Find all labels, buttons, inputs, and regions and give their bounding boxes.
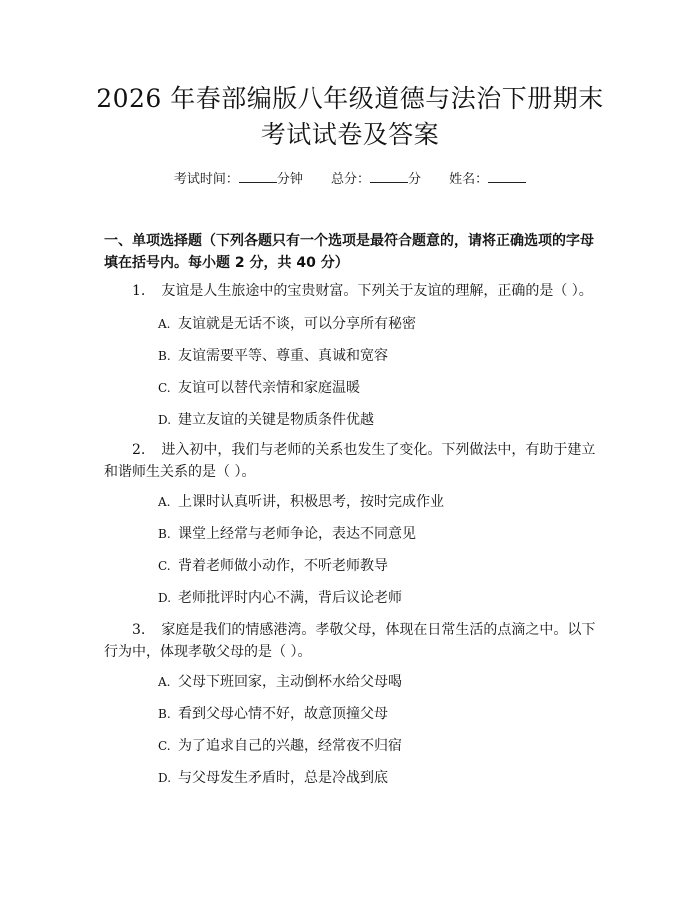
question-1-option-a (158, 314, 416, 334)
question-1 (104, 280, 600, 302)
option-text: 上课时认真听讲，积极思考，按时完成作业 (178, 494, 444, 510)
option-text: 友谊需要平等、尊重、真诚和宽容 (178, 348, 388, 364)
option-text: 看到父母心情不好，故意顶撞父母 (178, 706, 388, 722)
exam-time-label: 考试时间： (173, 172, 239, 187)
student-name-label: 姓名： (449, 172, 489, 187)
total-score-unit: 分 (408, 172, 422, 187)
exam-time-unit: 分钟 (276, 172, 303, 187)
section-heading: 一、单项选择题（下列各题只有一个选项是最符合题意的，请将正确选项的字母填在括号内。每小题 2 分，共 40 分） (104, 233, 594, 271)
option-text: 友谊就是无话不谈，可以分享所有秘密 (178, 316, 416, 332)
option-letter: D. (158, 771, 172, 785)
option-letter: B. (158, 707, 171, 721)
total-score-field (331, 170, 421, 189)
question-3 (104, 619, 600, 663)
option-text: 背着老师做小动作，不听老师教导 (178, 558, 388, 574)
option-letter: D. (158, 591, 172, 605)
option-text: 老师批评时内心不满，背后议论老师 (178, 590, 402, 606)
student-name-blank (488, 170, 526, 183)
exam-time-field (174, 170, 303, 189)
option-text: 建立友谊的关键是物质条件优越 (178, 412, 374, 428)
exam-title-line-2: 考试试卷及答案 (260, 120, 440, 149)
option-text: 友谊可以替代亲情和家庭温暖 (178, 380, 360, 396)
question-stem: 进入初中，我们与老师的关系也发生了变化。下列做法中，有助于建立和谐师生关系的是（ ）。 (104, 442, 596, 480)
student-name-field (449, 170, 526, 189)
question-1-option-c (158, 378, 360, 398)
option-letter: A. (158, 495, 171, 509)
question-number: 1. (132, 283, 146, 299)
question-2-option-a (158, 492, 444, 512)
exam-meta (0, 170, 700, 189)
question-3-option-c (158, 736, 402, 756)
option-letter: A. (158, 675, 171, 689)
option-letter: B. (158, 349, 171, 363)
option-letter: C. (158, 381, 171, 395)
option-letter: C. (158, 559, 171, 573)
option-letter: B. (158, 527, 171, 541)
exam-title-line-1: 2026 年春部编版八年级道德与法治下册期末 (96, 84, 604, 113)
question-2 (104, 439, 600, 483)
option-letter: D. (158, 413, 172, 427)
question-2-option-b (158, 524, 416, 544)
question-number: 2. (132, 442, 146, 458)
total-score-blank (370, 170, 408, 183)
exam-time-blank (239, 170, 277, 183)
question-stem: 友谊是人生旅途中的宝贵财富。下列关于友谊的理解，正确的是（ ）。 (161, 283, 593, 299)
question-3-option-d (158, 768, 388, 788)
option-letter: A. (158, 317, 171, 331)
question-3-option-a (158, 672, 402, 692)
question-3-option-b (158, 704, 388, 724)
option-text: 父母下班回家，主动倒杯水给父母喝 (178, 674, 402, 690)
question-number: 3. (132, 622, 146, 638)
option-text: 课堂上经常与老师争论，表达不同意见 (178, 526, 416, 542)
option-text: 与父母发生矛盾时，总是冷战到底 (178, 770, 388, 786)
option-letter: C. (158, 739, 171, 753)
question-1-option-d (158, 410, 374, 430)
question-1-option-b (158, 346, 388, 366)
option-text: 为了追求自己的兴趣，经常夜不归宿 (178, 738, 402, 754)
question-stem: 家庭是我们的情感港湾。孝敬父母，体现在日常生活的点滴之中。以下行为中，体现孝敬父母的是（ ）。 (104, 622, 596, 660)
question-2-option-d (158, 588, 402, 608)
question-2-option-c (158, 556, 388, 576)
total-score-label: 总分： (330, 172, 370, 187)
